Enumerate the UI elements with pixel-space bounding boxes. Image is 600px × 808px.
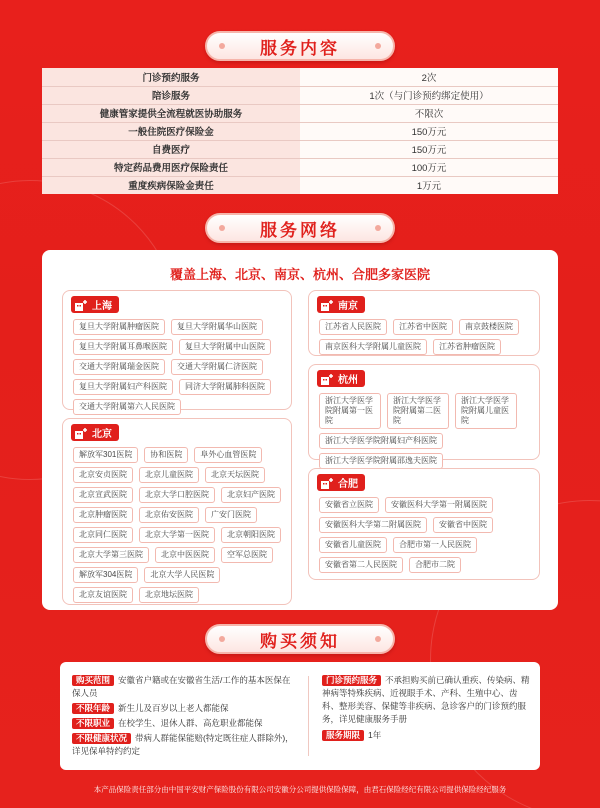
hospital-chip: 北京同仁医院: [73, 527, 133, 543]
note-text: 在校学生、退休人群、高危职业都能保: [118, 718, 263, 728]
city-name: 合肥: [338, 479, 358, 490]
hospital-chip: 浙江大学医学院附属妇产科医院: [319, 433, 443, 449]
dot-icon: [219, 636, 225, 642]
services-title: [205, 31, 395, 61]
note-age: [72, 702, 294, 715]
tag-clinic: 门诊预约服务: [322, 675, 381, 686]
services-table: [42, 68, 558, 194]
services-title-text: 服务内容: [260, 38, 340, 58]
hospital-chip: 阜外心血管医院: [194, 447, 262, 463]
service-item: 特定药品费用医疗保险责任: [42, 158, 300, 176]
notes-title: [205, 624, 395, 654]
service-value: 2次: [300, 68, 558, 86]
hospital-chip: 北京大学人民医院: [144, 567, 220, 583]
hospital-chip: 安徽省第二人民医院: [319, 557, 403, 573]
hospital-list-nanjing: [319, 319, 533, 355]
service-row: [42, 158, 558, 176]
hospital-chip: 安徽医科大学第一附属医院: [385, 497, 493, 513]
hospital-icon: [320, 477, 334, 489]
service-row: [42, 86, 558, 104]
hospital-chip: 同济大学附属肺科医院: [179, 379, 271, 395]
service-row: [42, 122, 558, 140]
note-text: 新生儿及百岁以上老人都能保: [118, 703, 229, 713]
hospital-chip: 安徽省儿童医院: [319, 537, 387, 553]
hospital-chip: 北京大学口腔医院: [139, 487, 215, 503]
city-box-shanghai: [62, 290, 292, 410]
service-item: 一般住院医疗保险金: [42, 122, 300, 140]
notes-left-column: [72, 674, 294, 760]
service-item: 门诊预约服务: [42, 68, 300, 86]
service-row: [42, 104, 558, 122]
service-row: [42, 140, 558, 158]
tag-purchase-scope: 购买范围: [72, 675, 114, 686]
note-clinic: [322, 674, 532, 726]
hospital-chip: 北京大学第一医院: [139, 527, 215, 543]
city-tag-shanghai: [71, 296, 119, 313]
note-term: [322, 729, 532, 742]
hospital-chip: 北京大学第三医院: [73, 547, 149, 563]
service-value: 150万元: [300, 122, 558, 140]
hospital-list-hangzhou: [319, 393, 533, 469]
city-box-hefei: [308, 468, 540, 580]
hospital-icon: [320, 299, 334, 311]
hospital-chip: 复旦大学附属耳鼻喉医院: [73, 339, 173, 355]
dot-icon: [375, 225, 381, 231]
service-item: 自费医疗: [42, 140, 300, 158]
hospital-chip: 复旦大学附属中山医院: [179, 339, 271, 355]
hospital-chip: 江苏省中医院: [393, 319, 453, 335]
city-name: 北京: [92, 429, 112, 440]
tag-health: 不限健康状况: [72, 733, 131, 744]
service-value: 不限次: [300, 104, 558, 122]
hospital-icon: [320, 373, 334, 385]
footnote: 本产品保险责任部分由中国平安财产保险股份有限公司安徽分公司提供保险保障，由君石保险经纪有限公司提供保险经纪服务: [93, 785, 507, 794]
hospital-chip: 合肥市二院: [409, 557, 461, 573]
service-row: [42, 68, 558, 86]
hospital-icon: [74, 299, 88, 311]
service-row: [42, 176, 558, 194]
city-name: 杭州: [338, 375, 358, 386]
city-name: 南京: [338, 301, 358, 312]
hospital-chip: 北京中医医院: [155, 547, 215, 563]
hospital-list-hefei: [319, 497, 533, 573]
city-tag-beijing: [71, 424, 119, 441]
dot-icon: [219, 225, 225, 231]
hospital-chip: 安徽医科大学第二附属医院: [319, 517, 427, 533]
hospital-chip: 空军总医院: [221, 547, 273, 563]
hospital-chip: 北京肿瘤医院: [73, 507, 133, 523]
network-title-text: 服务网络: [260, 220, 340, 240]
network-title: [205, 213, 395, 243]
hospital-chip: 北京安贞医院: [73, 467, 133, 483]
hospital-chip: 南京鼓楼医院: [459, 319, 519, 335]
note-job: [72, 717, 294, 730]
tag-job: 不限职业: [72, 718, 114, 729]
tag-term: 服务期限: [322, 730, 364, 741]
notes-right-column: [322, 674, 532, 744]
hospital-chip: 江苏省人民医院: [319, 319, 387, 335]
hospital-chip: 北京儿童医院: [139, 467, 199, 483]
service-value: 100万元: [300, 158, 558, 176]
hospital-chip: 交通大学附属第六人民医院: [73, 399, 181, 415]
service-value: 150万元: [300, 140, 558, 158]
service-value: 1次（与门诊预约绑定使用）: [300, 86, 558, 104]
hospital-chip: 浙江大学医学院附属第一医院: [319, 393, 381, 429]
hospital-chip: 南京医科大学附属儿童医院: [319, 339, 427, 355]
hospital-chip: 安徽省中医院: [433, 517, 493, 533]
hospital-chip: 浙江大学医学院附属儿童医院: [455, 393, 517, 429]
hospital-chip: 复旦大学附属妇产科医院: [73, 379, 173, 395]
city-tag-nanjing: [317, 296, 365, 313]
notes-title-text: 购买须知: [260, 631, 340, 651]
note-purchase-scope: [72, 674, 294, 700]
hospital-chip: 协和医院: [144, 447, 188, 463]
city-box-hangzhou: [308, 364, 540, 465]
hospital-chip: 北京朝阳医院: [221, 527, 281, 543]
hospital-chip: 复旦大学附属华山医院: [171, 319, 263, 335]
hospital-chip: 安徽省立医院: [319, 497, 379, 513]
notes-divider: [308, 676, 309, 756]
city-tag-hefei: [317, 474, 365, 491]
network-headline: 覆盖上海、北京、南京、杭州、合肥多家医院: [169, 267, 430, 282]
hospital-chip: 交通大学附属仁济医院: [171, 359, 263, 375]
note-text: 不承担购买前已确认重疾、传染病、精神病等特殊疾病、近视眼手术、产科、生殖中心、齿科、整形美容、保健等非疾病、急诊客户的门诊预约服务，详见健康服务手册: [322, 675, 530, 724]
note-text: 带病人群能保能赔(特定既往症人群除外)，详见保单特约约定: [72, 733, 294, 756]
network-panel: [42, 250, 558, 610]
dot-icon: [375, 43, 381, 49]
hospital-chip: 北京妇产医院: [221, 487, 281, 503]
note-text: 1年: [368, 730, 382, 740]
hospital-icon: [74, 427, 88, 439]
city-box-beijing: [62, 418, 292, 605]
hospital-chip: 交通大学附属瑞金医院: [73, 359, 165, 375]
city-tag-hangzhou: [317, 370, 365, 387]
service-item: 重度疾病保险金责任: [42, 176, 300, 194]
hospital-chip: 复旦大学附属肿瘤医院: [73, 319, 165, 335]
hospital-chip: 北京友谊医院: [73, 587, 133, 603]
service-value: 1万元: [300, 176, 558, 194]
notes-panel: [60, 662, 540, 770]
city-box-nanjing: [308, 290, 540, 356]
hospital-chip: 广安门医院: [205, 507, 257, 523]
hospital-chip: 北京佑安医院: [139, 507, 199, 523]
hospital-chip: 北京天坛医院: [205, 467, 265, 483]
service-item: 陪诊服务: [42, 86, 300, 104]
note-health: [72, 732, 294, 758]
hospital-chip: 解放军301医院: [73, 447, 138, 463]
service-item: 健康管家提供全流程就医协助服务: [42, 104, 300, 122]
hospital-list-shanghai: [73, 319, 285, 415]
dot-icon: [219, 43, 225, 49]
hospital-chip: 江苏省肿瘤医院: [433, 339, 501, 355]
city-name: 上海: [92, 301, 112, 312]
hospital-chip: 浙江大学医学院附属第二医院: [387, 393, 449, 429]
hospital-chip: 合肥市第一人民医院: [393, 537, 477, 553]
hospital-list-beijing: [73, 447, 285, 603]
hospital-chip: 北京宣武医院: [73, 487, 133, 503]
dot-icon: [375, 636, 381, 642]
note-text: 安徽省户籍或在安徽省生活/工作的基本医保在保人员: [72, 675, 291, 698]
hospital-chip: 浙江大学医学院附属邵逸夫医院: [319, 453, 443, 469]
hospital-chip: 解放军304医院: [73, 567, 138, 583]
tag-age: 不限年龄: [72, 703, 114, 714]
hospital-chip: 北京地坛医院: [139, 587, 199, 603]
